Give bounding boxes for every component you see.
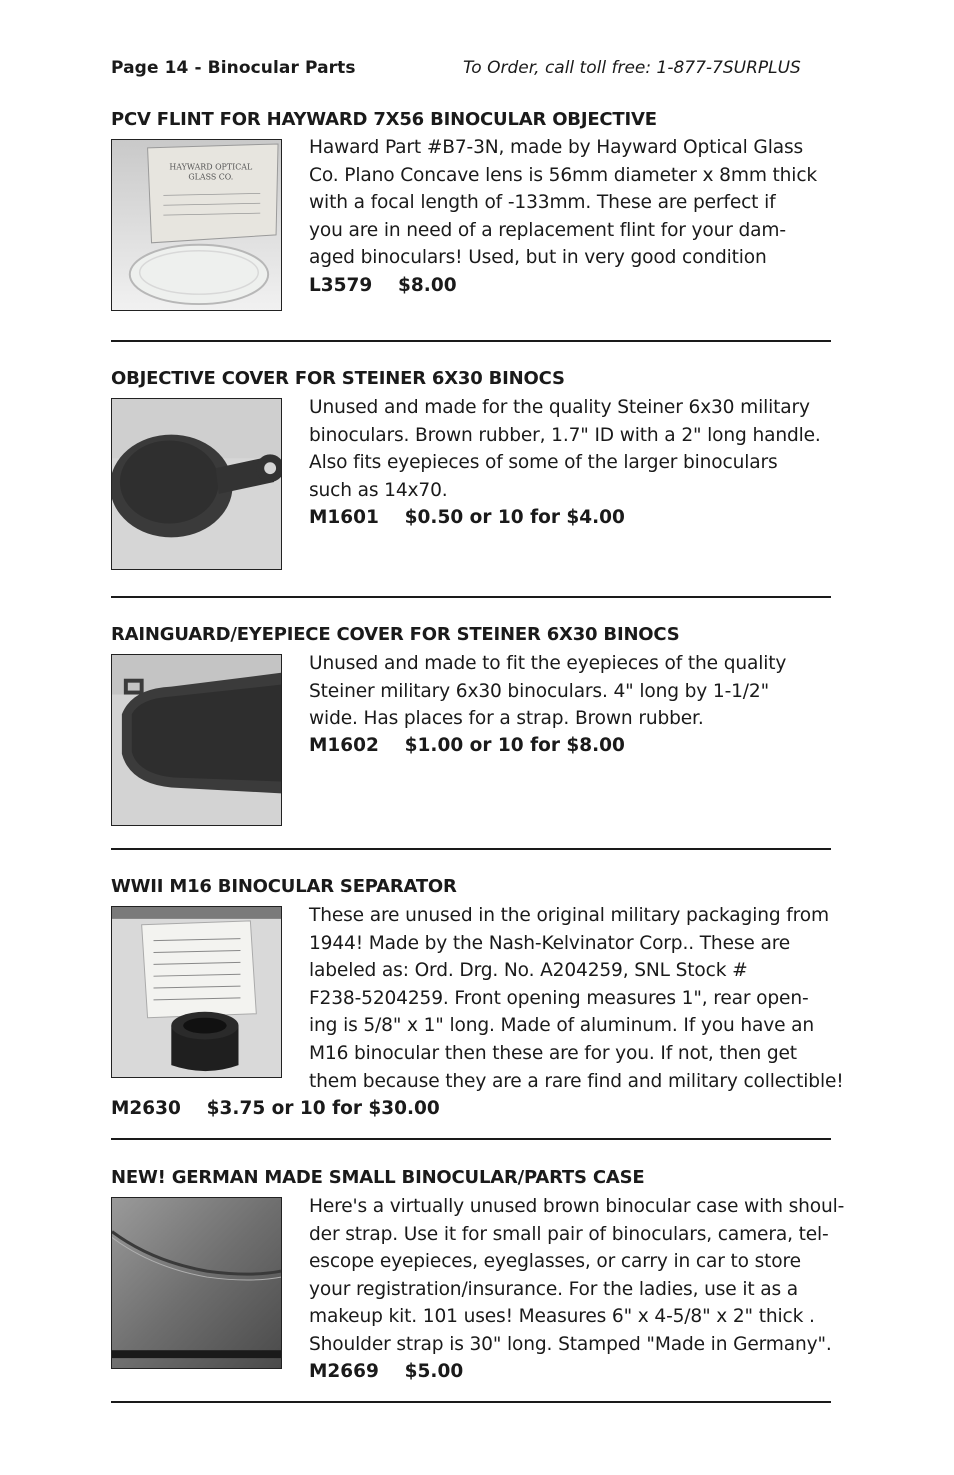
item-title-m1601: OBJECTIVE COVER FOR STEINER 6X30 BINOCS [111,368,565,389]
section-divider [111,848,831,850]
desc-line: labeled as: Ord. Drg. No. A204259, SNL Stock # [309,960,748,982]
item-description-l3579 [309,134,849,272]
desc-line: M16 binocular then these are for you. If not, then get [309,1042,797,1064]
item-price: $8.00 [398,275,457,296]
item-price-line-m1601 [309,507,625,528]
item-sku: L3579 [309,275,373,296]
desc-line: Shoulder strap is 30" long. Stamped "Made in Germany". [309,1333,832,1355]
item-title-m1602: RAINGUARD/EYEPIECE COVER FOR STEINER 6X30 BINOCS [111,624,680,645]
desc-line: aged binoculars! Used, but in very good condition [309,247,767,269]
item-title-m2669: NEW! GERMAN MADE SMALL BINOCULAR/PARTS CASE [111,1167,645,1188]
desc-line: Here's a virtually unused brown binocular case with shoul- [309,1196,845,1217]
photo-objective-cover [111,398,282,570]
desc-line: wide. Has places for a strap. Brown rubber. [309,708,704,730]
desc-line: Haward Part #B7-3N, made by Hayward Optical Glass [309,137,804,158]
item-price-line-m2669 [309,1361,463,1382]
desc-line: with a focal length of -133mm. These are perfect if [309,192,776,214]
desc-line: your registration/insurance. For the ladies, use it as a [309,1278,799,1300]
item-sku: M2630 [111,1098,181,1119]
item-title-m2630: WWII M16 BINOCULAR SEPARATOR [111,876,457,897]
desc-line: escope eyepieces, eyeglasses, or carry in car to store [309,1251,801,1273]
desc-line: Also fits eyepieces of some of the larger binoculars [309,452,778,474]
section-divider [111,340,831,342]
item-price-line-m1602 [309,735,625,756]
item-sku: M1602 [309,735,379,756]
desc-line: them because they are a rare find and military collectible! [309,1070,844,1092]
item-description-m1601 [309,394,849,504]
section-divider [111,1401,831,1403]
desc-line: ing is 5/8" x 1" long. Made of aluminum. If you have an [309,1015,814,1037]
photo-binocular-case [111,1197,282,1369]
desc-line: der strap. Use it for small pair of binoculars, camera, tel- [309,1223,829,1245]
item-description-m1602 [309,650,849,733]
item-price: $1.00 or 10 for $8.00 [404,735,625,756]
desc-line: such as 14x70. [309,479,448,501]
desc-line: Co. Plano Concave lens is 56mm diameter x 8mm thick [309,164,818,186]
item-sku: M2669 [309,1361,379,1382]
item-price-line-l3579 [309,275,457,296]
photo-binocular-separator [111,906,282,1078]
item-title-l3579: PCV FLINT FOR HAYWARD 7X56 BINOCULAR OBJECTIVE [111,109,657,130]
desc-line: These are unused in the original military packaging from [309,905,829,926]
desc-line: Unused and made to fit the eyepieces of the quality [309,653,787,674]
item-price: $3.75 or 10 for $30.00 [206,1098,440,1119]
desc-line: Unused and made for the quality Steiner 6x30 military [309,397,810,418]
item-sku: M1601 [309,507,379,528]
page-header-title: Page 14 - Binocular Parts [111,58,356,78]
photo-rainguard [111,654,282,826]
desc-line: binoculars. Brown rubber, 1.7" ID with a 2" long handle. [309,424,821,446]
desc-line: Steiner military 6x30 binoculars. 4" long by 1-1/2" [309,680,769,702]
item-description-m2669 [309,1193,849,1359]
item-description-m2630 [309,902,849,1095]
section-divider [111,596,831,598]
desc-line: you are in need of a replacement flint for your dam- [309,219,786,241]
item-price: $0.50 or 10 for $4.00 [404,507,625,528]
photo-label-line-2: GLASS CO. [188,172,234,182]
section-divider [111,1138,831,1140]
photo-label-line-1: HAYWARD OPTICAL [169,162,253,172]
desc-line: makeup kit. 101 uses! Measures 6" x 4-5/8" x 2" thick . [309,1306,815,1328]
item-price-line-m2630 [111,1098,440,1119]
photo-flint-lens [111,139,282,311]
item-price: $5.00 [404,1361,464,1382]
desc-line: 1944! Made by the Nash-Kelvinator Corp.. These are [309,932,791,954]
order-phone-line: To Order, call toll free: 1-877-7SURPLUS [463,58,801,78]
desc-line: F238-5204259. Front opening measures 1", rear open- [309,987,809,1009]
